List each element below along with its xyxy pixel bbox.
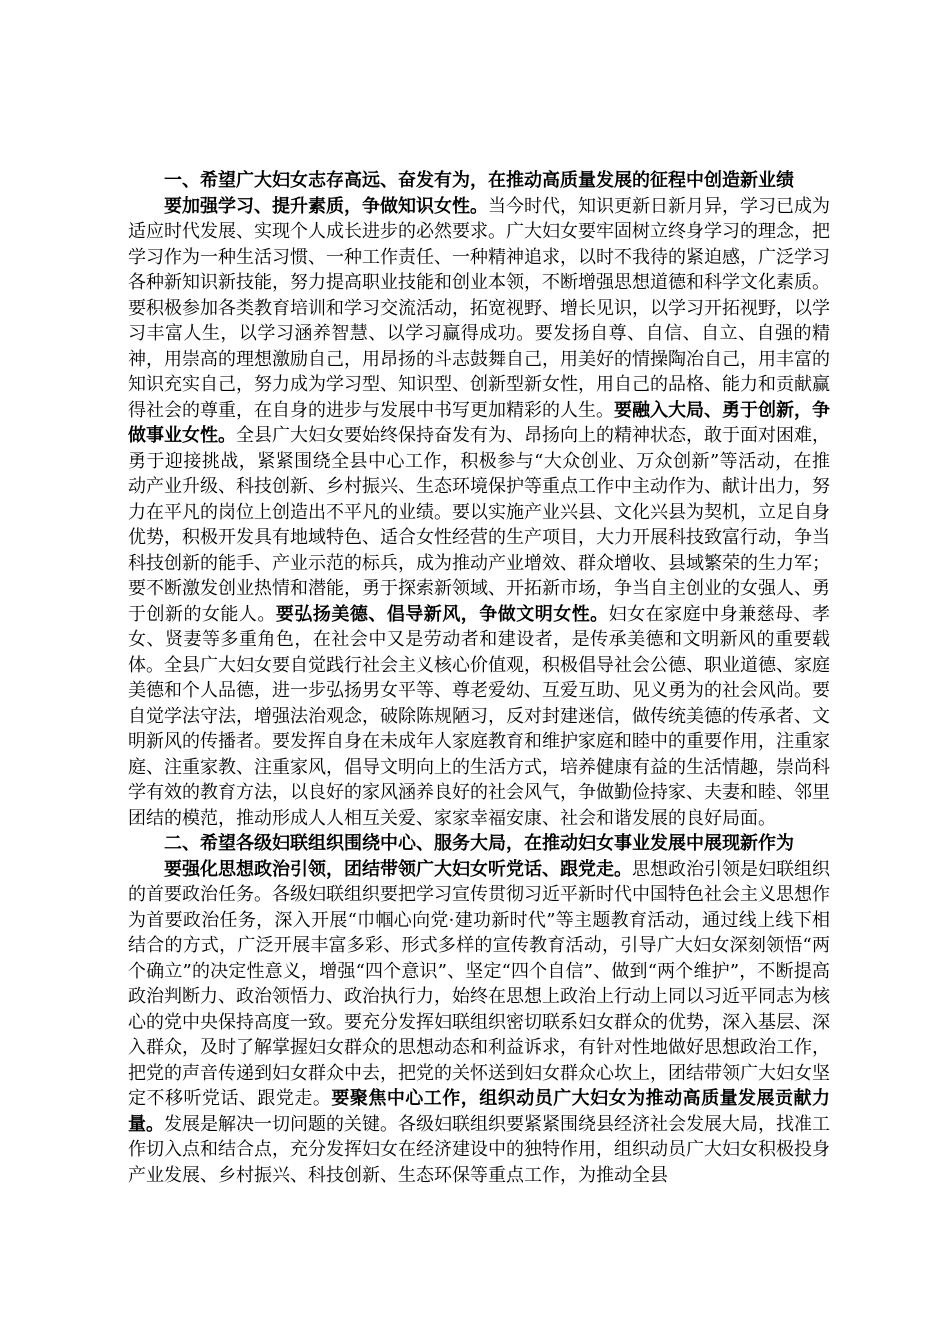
section-heading-1: 一、希望广大妇女志存高远、奋发有为，在推动高质量发展的征程中创造新业绩 [164,170,794,191]
section-1-paragraph [128,194,830,832]
section-2-paragraph [128,857,830,1189]
bold-lead-career: 要融入大局、勇于创新，争做事业女性。 [128,399,830,446]
bold-lead-central-work: 要聚焦中心工作，组织动员广大妇女为推动高质量发展贡献力量。 [128,1088,831,1135]
section-heading-2: 二、希望各级妇联组织围绕中心、服务大局，在推动妇女事业发展中展现新作为 [164,833,794,854]
bold-lead-civility: 要弘扬美德、倡导新风，争做文明女性。 [275,603,609,625]
bold-lead-political-guidance: 要强化思想政治引领，团结带领广大妇女听党话、跟党走。 [164,858,632,880]
paragraph-text-political-guidance: 思想政治引领是妇联组织的首要政治任务。各级妇联组织要把学习宣传贯彻习近平新时代中国特色社会主义思想作为首要政治任务，深入开展“巾帼心向党·建功新时代”等主题教育活动，通过线上线下相结合的方式，广泛开展丰富多彩、形式多样的宣传教育活动，引导广大妇女深刻领悟“两个确立”的决定性意义，增强“四个意识”、坚定“四个自信”、做到“两个维护”，不断提高政治判断力、政治领悟力、政治执行力，始终在思想上政治上行动上同以习近平同志为核心的党中央保持高度一致。要充分发挥妇联组织密切联系妇女群众的优势，深入基层、深入群众，及时了解掌握妇女群众的思想动态和利益诉求，有针对性地做好思想政治工作，把党的声音传递到妇女群众中去，把党的关怀送到妇女群众心坎上，团结带领广大妇女坚定不移听党话、跟党走。 [128,858,830,1109]
paragraph-text-career: 全县广大妇女要始终保持奋发有为、昂扬向上的精神状态，敢于面对困难，勇于迎接挑战，紧紧围绕全县中心工作，积极参与“大众创业、万众创新”等活动，在推动产业升级、科技创新、乡村振兴、生态环境保护等重点工作中主动作为、献计出力，努力在平凡的岗位上创造出不平凡的业绩。要以实施产业兴县、文化兴县为契机，立足自身优势，积极开发具有地域特色、适合女性经营的生产项目，大力开展科技致富行动，争当科技创新的能手、产业示范的标兵，成为推动产业增效、群众增收、县域繁荣的生力军；要不断激发创业热情和潜能，勇于探索新领域、开拓新市场，争当自主创业的女强人、勇于创新的女能人。 [128,425,830,625]
paragraph-text-study: 当今时代，知识更新日新月异，学习已成为适应时代发展、实现个人成长进步的必然要求。广大妇女要牢固树立终身学习的理念，把学习作为一种生活习惯、一种工作责任、一种精神追求，以时不我待的紧迫感，广泛学习各种新知识新技能，努力提高职业技能和创业本领，不断增强思想道德和科学文化素质。要积极参加各类教育培训和学习交流活动，拓宽视野、增长见识，以学习开拓视野，以学习丰富人生，以学习涵养智慧、以学习赢得成功。要发扬自尊、自信、自立、自强的精神，用崇高的理想激励自己，用昂扬的斗志鼓舞自己，用美好的情操陶冶自己，用丰富的知识充实自己，努力成为学习型、知识型、创新型新女性，用自己的品格、能力和贡献赢得社会的尊重，在自身的进步与发展中书写更加精彩的人生。 [128,195,830,421]
paragraph-text-central-work: 发展是解决一切问题的关键。各级妇联组织要紧紧围绕县经济社会发展大局，找准工作切入点和结合点，充分发挥妇女在经济建设中的独特作用，组织动员广大妇女积极投身产业发展、乡村振兴、科技创新、生态环保等重点工作，为推动全县 [128,1113,830,1186]
document-body [128,168,830,1188]
paragraph-text-civility: 妇女在家庭中身兼慈母、孝女、贤妻等多重角色，在社会中又是劳动者和建设者，是传承美德和文明新风的重要载体。全县广大妇女要自觉践行社会主义核心价值观，积极倡导社会公德、职业道德、家庭美德和个人品德，进一步弘扬男女平等、尊老爱幼、互爱互助、见义勇为的社会风尚。要自觉学法守法，增强法治观念，破除陈规陋习，反对封建迷信，做传统美德的传承者、文明新风的传播者。要发挥自身在未成年人家庭教育和维护家庭和睦中的重要作用，注重家庭、注重家教、注重家风，倡导文明向上的生活方式，培养健康有益的生活情趣，崇尚科学有效的教育方法，以良好的家风涵养良好的社会风气，争做勤俭持家、夫妻和睦、邻里团结的模范，推动形成人人相互关爱、家家幸福安康、社会和谐发展的良好局面。 [128,603,831,829]
bold-lead-study: 要加强学习、提升素质，争做知识女性。 [164,195,488,217]
